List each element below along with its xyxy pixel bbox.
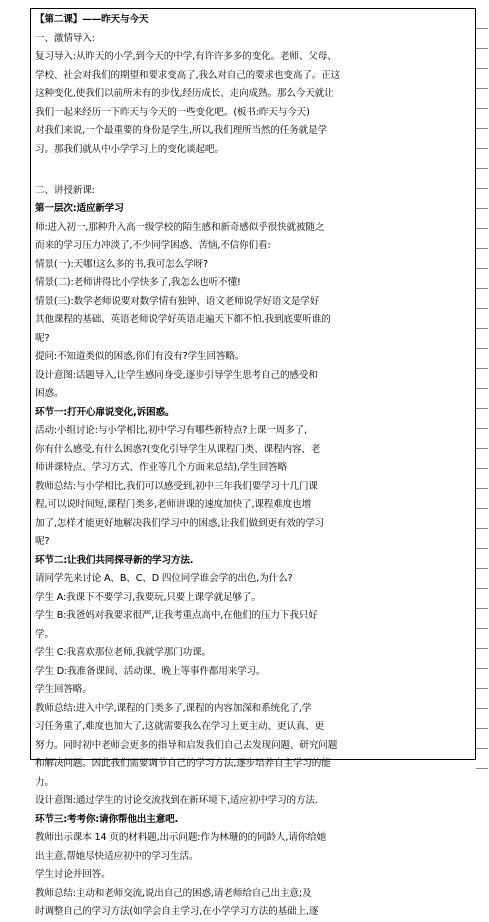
text-line: 活动:小组讨论:与小学相比,初中学习有哪些新特点?上课一周多了, [35,425,307,436]
side-cell [476,289,488,309]
side-cell [476,209,488,229]
side-cell [476,629,488,649]
side-cell [476,649,488,669]
side-cell [476,669,488,689]
text-line: 教师总结:与小学相比,我们可以感受到,初中三年我们要学习十几门课 [35,480,318,492]
side-cell [476,369,488,389]
text-line: 学生讨论并回答。 [35,869,111,880]
text-line: 而来的学习压力冲淡了,不少同学困惑、苦恼,不信你们看: [35,240,271,251]
side-cell [476,189,488,209]
text-line: 习任务重了,难度也加大了,这就需要我么在学习上更主动、更认真、更 [35,721,325,732]
side-cell [476,589,488,609]
side-cell [476,9,488,29]
step1-heading: 环节一:打开心扉说变化,诉困惑。 [35,406,175,418]
text-line: 学校、社会对我们的期望和要求变高了,我么对自己的要求也变高了。正这 [35,69,341,81]
side-cell [476,109,488,129]
text-line: 师:进入初一,那种升入高一级学校的陌生感和新奇感似乎很快就被随之 [35,221,325,233]
side-column [476,9,488,769]
side-cell [476,249,488,269]
section-heading-intro: 一、激情导入: [35,32,95,44]
step2-heading: 环节二:让我们共同探寻新的学习方法. [35,554,194,566]
side-cell [476,469,488,489]
side-cell [476,749,488,769]
text-line: 出主意,帮她尽快适应初中的学习生活。 [35,850,199,862]
side-cell [476,49,488,69]
side-cell [476,389,488,409]
text-line: 设计意图:话题导入,让学生感同身受,逐步引导学生思考自己的感受和 [35,369,318,381]
text-line: 学生 B:我爸妈对我要求很严,让我考重点高中,在他们的压力下我只好 [35,610,318,621]
text-line: 程,可以说时间短,课程门类多,老师讲课的速度加快了,课程难度也增 [35,499,312,510]
text-line: 师讲课特点、学习方式、作业等几个方面来总结),学生回答略 [35,462,288,473]
text-line: 习。那我们就从中小学学习上的变化谈起吧。 [35,143,224,155]
side-cell [476,169,488,189]
side-cell [476,569,488,589]
text-line: 困惑。 [35,388,64,399]
text-line: 提问:不知道类似的困惑,你们有没有?学生回答略。 [35,351,245,362]
step3-heading: 环节三:考考你:请你帮他出主意吧. [35,813,179,825]
side-cell [476,129,488,149]
side-cell [476,529,488,549]
text-line: 呢? [35,536,50,547]
side-cell [476,429,488,449]
text-line: 学。 [35,628,54,640]
side-cell [476,149,488,169]
text-line: 教师总结:进入中学,课程的门类多了,课程的内容加深和系统化了,学 [35,702,312,714]
side-cell [476,709,488,729]
side-cell [476,409,488,429]
side-cell [476,729,488,749]
side-cell [476,689,488,709]
lesson-title: 【第二课】——昨天与今天 [35,14,149,25]
side-cell [476,229,488,249]
side-cell [476,89,488,109]
text-line: 请同学先来讨论 A、B、C、D 四位同学谁会学的出色,为什么? [35,573,293,584]
text-line: 情景(一):天哪!这么多的书,我可怎么学呀? [35,258,208,270]
text-line: 其他课程的基础、英语老师说学好英语走遍天下都不怕,我到底要听谁的 [35,314,331,325]
side-cell [476,489,488,509]
text-line: 力。 [35,776,54,788]
lesson-table [30,8,476,917]
side-cell [476,329,488,349]
lesson-content [35,11,471,922]
text-line: 情景(二):老师讲得比小学快多了,我怎么也听不懂! [35,277,241,288]
text-line: 你有什么感受,有什么困惑?(变化引导学生从课程门类、课程内容、老 [35,443,321,455]
text-line: 学生回答略。 [35,684,92,695]
side-cell [476,509,488,529]
text-line: 情景(三):数学老师说要对数学情有独钟、语文老师说学好语文是学好 [35,295,320,307]
side-cell [476,609,488,629]
text-line: 教师总结:主动和老师交流,说出自己的困惑,请老师给自己出主意;及 [35,887,312,899]
side-cell [476,349,488,369]
side-cell [476,549,488,569]
text-line: 学生 A:我课下不要学习,我要玩,只要上课学就足够了。 [35,591,261,603]
side-cell [476,69,488,89]
text-line: 复习导入:从昨天的小学,到今天的中学,有许许多多的变化。老师、父母、 [35,51,337,62]
text-line: 我们一起来经历一下昨天与今天的一些变化吧。(板书:昨天与今天) [35,106,310,118]
text-line: 学生 C:我喜欢那位老师,我就学那门功课。 [35,647,211,658]
level1-heading: 第一层次:适应新学习 [35,203,124,214]
text-line: 这种变化,使我们以前所未有的步伐,经历成长、走向成熟。那么今天就让 [35,88,334,99]
side-cell [476,29,488,49]
text-line: 时调整自己的学习方法(如学会自主学习,在小学学习方法的基础上,逐 [35,906,319,917]
text-line: 教师出示课本 14 页的材料题,出示问题:作为林珊的的同龄人,请你给她 [35,832,327,843]
text-line: 加了,怎样才能更好地解决我们学习中的困惑,让我们做到更有效的学习 [35,517,325,529]
text-line: 设计意图:通过学生的讨论交流找到在新环境下,适应初中学习的方法. [35,795,318,806]
side-cell [476,269,488,289]
text-line: 和解决问题。因此我们需要调节自己的学习方法,逐步培养自主学习的能 [35,758,331,769]
text-line: 呢? [35,332,50,344]
side-cell [476,309,488,329]
side-cell [476,449,488,469]
text-line: 努力。同时初中老师会更多的指导和启发我们自己去发现问题、研究问题 [35,739,338,751]
text-line: 对我们来说,一个最重要的身份是学生,所以,我们理所当然的任务就是学 [35,125,328,136]
text-line: 学生 D:我准备课间、活动课、晚上等事件都用来学习。 [35,665,266,677]
section-heading-new-lesson: 二、讲授新课: [35,184,95,196]
